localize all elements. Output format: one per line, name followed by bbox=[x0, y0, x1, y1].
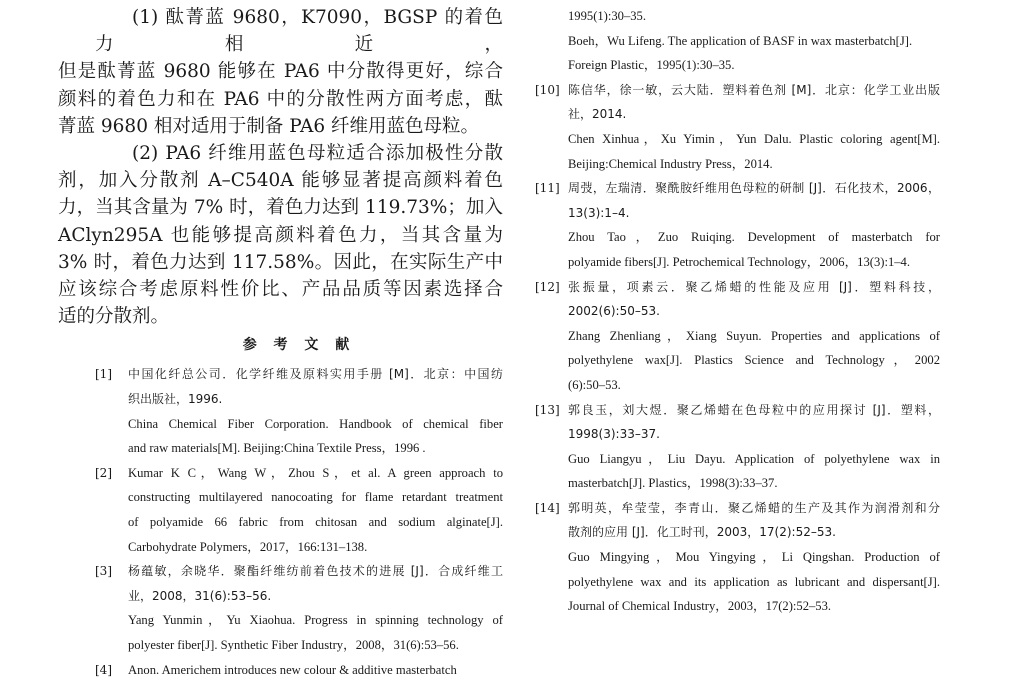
reference-line: Chen Xinhua，Xu Yimin，Yun Dalu. Plastic coloring agent[M]. bbox=[568, 131, 940, 146]
reference-entry bbox=[535, 496, 940, 619]
reference-number: [3] bbox=[95, 564, 112, 579]
reference-line: Kumar K C，Wang W，Zhou S，et al. A green approach to bbox=[128, 465, 503, 480]
reference-line: Guo Liangyu，Liu Dayu. Application of polyethylene wax in bbox=[568, 451, 940, 466]
reference-line: 社，2014. bbox=[568, 107, 627, 122]
conclusion-paragraph-1 bbox=[58, 4, 503, 140]
reference-line: 郭良玉，刘大煜．聚乙烯蜡在色母粒中的应用探讨 [J]．塑料， bbox=[568, 402, 940, 417]
paragraph-line: AClyn295A 也能够提高颜料着色力，当其含量为 bbox=[58, 224, 503, 246]
reference-line: 1995(1):30–35. bbox=[568, 9, 647, 23]
reference-line: and raw materials[M]. Beijing:China Textile Press，1996 . bbox=[128, 441, 426, 456]
reference-number: [11] bbox=[535, 181, 560, 196]
reference-line: 2002(6):50–53. bbox=[568, 304, 660, 319]
reference-entry bbox=[95, 559, 503, 657]
reference-entry bbox=[535, 176, 940, 274]
reference-line: 业，2008，31(6):53–56. bbox=[128, 588, 272, 603]
reference-entry bbox=[535, 275, 940, 398]
reference-line: polyethylene wax and its application as lubricant and dispersant[J]. bbox=[568, 574, 940, 589]
paragraph-line: 剂，加入分散剂 A–C540A 能够显著提高颜料着色 bbox=[58, 170, 503, 192]
reference-line: 散剂的应用 [J]．化工时刊，2003，17(2):52–53. bbox=[568, 525, 836, 540]
reference-line: Yang Yunmin，Yu Xiaohua. Progress in spinning technology of bbox=[128, 613, 503, 628]
reference-line: 织出版社，1996. bbox=[128, 392, 223, 407]
reference-line: polyester fiber[J]. Synthetic Fiber Industry，2008，31(6):53–56. bbox=[128, 637, 459, 652]
reference-line: Guo Mingying，Mou Yingying，Li Qingshan. Production of bbox=[568, 550, 940, 565]
reference-continuation bbox=[535, 4, 940, 78]
references-heading: 参 考 文 献 bbox=[242, 337, 356, 354]
reference-number: [10] bbox=[535, 82, 560, 97]
reference-line: constructing multilayered nanocoating for flame retardant treatment bbox=[128, 490, 503, 505]
reference-list-left bbox=[95, 362, 503, 682]
paragraph-line: 适的分散剂。 bbox=[58, 306, 170, 328]
reference-list-right bbox=[535, 78, 940, 619]
reference-line: China Chemical Fiber Corporation. Handbook of chemical fiber bbox=[128, 416, 503, 431]
paragraph-line: 但是酞菁蓝 9680 能够在 PA6 中分散得更好，综合 bbox=[58, 61, 503, 83]
reference-line: 陈信华，徐一敏，云大陆．塑料着色剂 [M]．北京：化学工业出版 bbox=[568, 82, 940, 97]
reference-line: Beijing:Chemical Industry Press，2014. bbox=[568, 156, 773, 171]
reference-line: 13(3):1–4. bbox=[568, 205, 630, 220]
reference-line: 杨蕴敏，余晓华．聚酯纤维纺前着色技术的进展 [J]．合成纤维工 bbox=[128, 564, 503, 579]
reference-line: 中国化纤总公司．化学纤维及原料实用手册 [M]．北京：中国纺 bbox=[128, 367, 503, 382]
paragraph-line: 应该综合考虑原料性价比、产品品质等因素选择合 bbox=[58, 279, 503, 301]
reference-line: Boeh，Wu Lifeng. The application of BASF in wax masterbatch[J]. bbox=[568, 33, 913, 48]
reference-line: Foreign Plastic，1995(1):30–35. bbox=[568, 58, 735, 73]
reference-line: polyethylene wax[J]. Plastics Science and Technology，2002 bbox=[568, 353, 940, 368]
reference-line: polyamide fibers[J]. Petrochemical Technology，2006，13(3):1–4. bbox=[568, 254, 910, 269]
paragraph-line: (2) PA6 纤维用蓝色母粒适合添加极性分散 bbox=[132, 143, 503, 165]
paragraph-line: 菁蓝 9680 相对适用于制备 PA6 纤维用蓝色母粒。 bbox=[58, 115, 479, 137]
reference-entry bbox=[535, 78, 940, 176]
reference-entry bbox=[95, 362, 503, 460]
reference-number: [14] bbox=[535, 500, 560, 515]
reference-line: Zhou Tao，Zuo Ruiqing. Development of masterbatch for bbox=[568, 230, 940, 245]
paragraph-line: (1) 酞菁蓝 9680，K7090，BGSP 的着色力相近， bbox=[95, 7, 503, 56]
reference-entry bbox=[535, 398, 940, 496]
paragraph-line: 3% 时，着色力达到 117.58%。因此，在实际生产中 bbox=[58, 251, 503, 273]
right-column bbox=[535, 4, 940, 619]
reference-number: [12] bbox=[535, 279, 560, 294]
reference-line: Anon. Americhem introduces new colour & additive masterbatch bbox=[128, 662, 457, 677]
reference-line: Carbohydrate Polymers，2017，166:131–138. bbox=[128, 539, 368, 554]
paragraph-line: 力，当其含量为 7% 时，着色力达到 119.73%；加入 bbox=[58, 197, 503, 219]
reference-line: (6):50–53. bbox=[568, 377, 621, 392]
reference-line: Journal of Chemical Industry，2003，17(2):52–53. bbox=[568, 599, 832, 614]
reference-number: [1] bbox=[95, 367, 112, 382]
reference-line: of polyamide 66 fabric from chitosan and sodium alginate[J]. bbox=[128, 515, 503, 529]
reference-line: masterbatch[J]. Plastics，1998(3):33–37. bbox=[568, 476, 778, 491]
reference-number: [2] bbox=[95, 465, 112, 480]
reference-number: [4] bbox=[95, 662, 112, 677]
conclusion-paragraph-2 bbox=[58, 140, 503, 330]
reference-line: 郭明英，牟莹莹，李青山．聚乙烯蜡的生产及其作为润滑剂和分 bbox=[568, 500, 940, 515]
reference-number: [13] bbox=[535, 402, 560, 417]
reference-entry bbox=[95, 461, 503, 559]
reference-line: 1998(3):33–37. bbox=[568, 427, 660, 442]
paragraph-line: 颜料的着色力和在 PA6 中的分散性两方面考虑，酞 bbox=[58, 88, 503, 110]
left-column bbox=[58, 4, 503, 682]
reference-line: 张振量，项素云．聚乙烯蜡的性能及应用 [J]．塑料科技， bbox=[568, 279, 940, 294]
reference-entry bbox=[95, 658, 503, 682]
reference-line: 周弢，左瑞清．聚酰胺纤维用色母粒的研制 [J]．石化技术，2006， bbox=[568, 181, 940, 196]
reference-line: Zhang Zhenliang，Xiang Suyun. Properties and applications of bbox=[568, 328, 940, 343]
